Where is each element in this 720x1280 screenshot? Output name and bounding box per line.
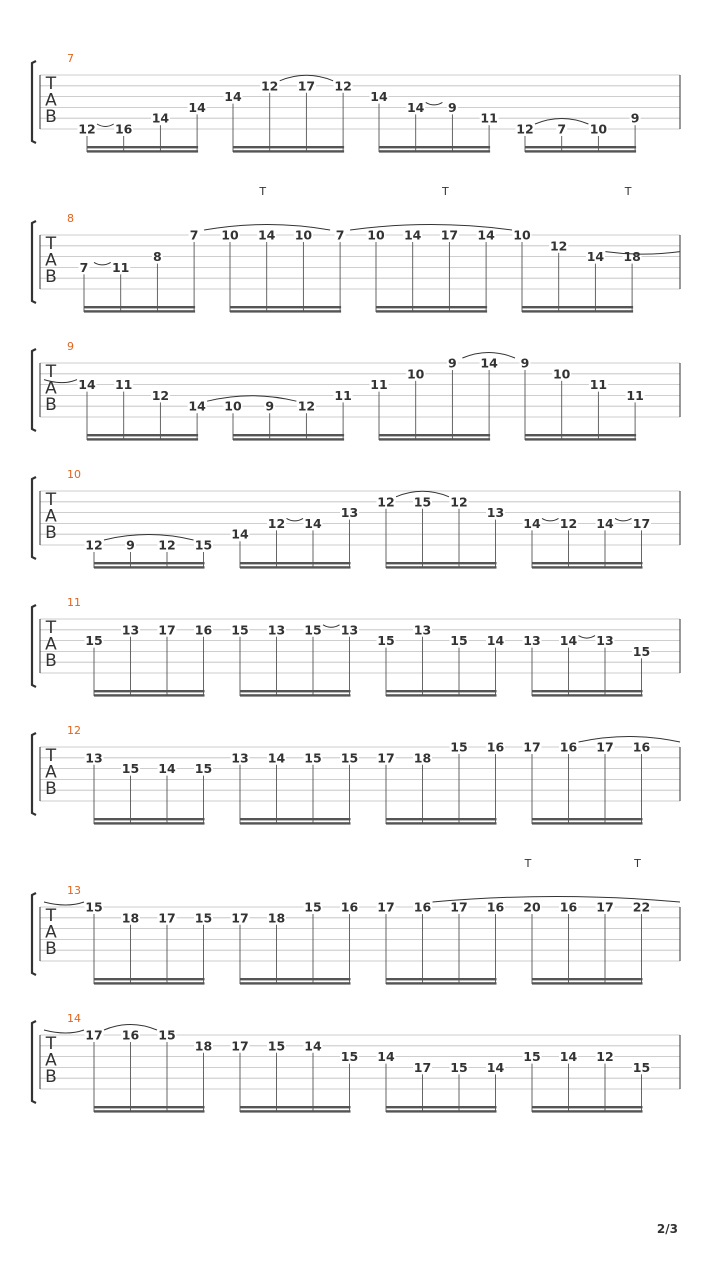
fret-number: 17: [450, 899, 468, 915]
system-bracket: [32, 61, 36, 143]
beam: [240, 978, 351, 980]
tab-clef-letter: A: [45, 762, 57, 783]
beam: [386, 694, 497, 696]
fret-number: 13: [231, 750, 249, 766]
beam: [230, 306, 341, 308]
fret-number: 12: [559, 515, 578, 531]
fret-number: 17: [377, 899, 395, 915]
fret-number: 12: [158, 537, 176, 553]
slur-arc: [579, 636, 596, 639]
fret-number: 13: [523, 633, 541, 649]
tab-clef-letter: T: [45, 234, 57, 254]
fret-number: 8: [153, 249, 162, 265]
fret-number: 15: [413, 494, 432, 510]
tab-clef-letter: T: [45, 1034, 57, 1054]
tab-clef-letter: T: [45, 362, 57, 382]
fret-number: 12: [297, 398, 316, 414]
beam: [233, 146, 344, 148]
beam: [240, 822, 351, 824]
fret-number: 17: [596, 899, 614, 915]
beam: [386, 978, 497, 980]
fret-number: 9: [448, 355, 457, 371]
beam: [230, 310, 341, 312]
fret-number: 14: [78, 377, 96, 393]
beam: [525, 150, 636, 152]
fret-number: 12: [85, 537, 103, 553]
beam: [532, 562, 643, 564]
fret-number: 11: [111, 259, 130, 275]
fret-number: 17: [377, 750, 395, 766]
fret-number: 17: [158, 910, 176, 926]
fret-number: 15: [523, 1049, 541, 1065]
beam: [240, 1110, 351, 1112]
measure-number: 9: [67, 340, 74, 353]
beam: [386, 822, 497, 824]
beam: [240, 690, 351, 692]
beam: [386, 566, 497, 568]
fret-number: 14: [370, 89, 388, 105]
fret-number: 7: [335, 227, 345, 243]
fret-number: 16: [486, 739, 505, 755]
fret-number: 15: [340, 750, 359, 766]
fret-number: 11: [370, 377, 388, 393]
tab-clef-letter: B: [45, 523, 57, 543]
fret-number: 7: [189, 227, 199, 243]
measure-number: 12: [67, 724, 81, 737]
tab-clef-letter: T: [45, 746, 57, 766]
tab-clef-letter: B: [45, 107, 57, 127]
beam: [525, 438, 636, 440]
fret-number: 13: [413, 622, 432, 638]
fret-number: 11: [589, 377, 608, 393]
tab-clef-letter: T: [45, 74, 57, 94]
fret-number: 15: [632, 1059, 651, 1075]
beam: [233, 434, 344, 436]
beam: [94, 690, 205, 692]
tab-clef-letter: A: [45, 250, 57, 271]
fret-number: 10: [367, 227, 385, 243]
slur-arc: [605, 252, 680, 255]
fret-number: 17: [523, 739, 541, 755]
tap-marker: T: [624, 185, 632, 198]
beam: [525, 434, 636, 436]
tab-clef-letter: A: [45, 506, 57, 527]
fret-number: 10: [224, 398, 242, 414]
tab-clef-letter: T: [45, 490, 57, 510]
fret-number: 17: [231, 1038, 249, 1054]
beam: [532, 1106, 643, 1108]
fret-number: 15: [632, 643, 651, 659]
beam: [532, 690, 643, 692]
slur-arc: [44, 902, 84, 905]
system-bracket: [32, 1021, 36, 1103]
fret-number: 16: [194, 622, 213, 638]
fret-number: 14: [257, 227, 276, 243]
fret-number: 17: [158, 622, 176, 638]
fret-number: 16: [114, 121, 133, 137]
tab-clef-letter: B: [45, 267, 57, 287]
fret-number: 14: [188, 99, 206, 115]
beam: [240, 694, 351, 696]
fret-number: 14: [480, 355, 498, 371]
fret-number: 16: [559, 899, 578, 915]
beam: [386, 1110, 497, 1112]
fret-number: 14: [486, 1059, 505, 1075]
fret-number: 17: [297, 78, 316, 94]
slur-arc: [323, 625, 340, 628]
fret-number: 14: [406, 99, 425, 115]
beam: [532, 978, 643, 980]
fret-number: 16: [486, 899, 505, 915]
slur-arc: [579, 737, 681, 743]
fret-number: 10: [589, 121, 608, 137]
slur-arc: [44, 1030, 84, 1033]
beam: [94, 562, 205, 564]
beam: [84, 310, 195, 312]
fret-number: 12: [450, 494, 468, 510]
fret-number: 13: [596, 633, 614, 649]
fret-number: 16: [632, 739, 651, 755]
fret-number: 18: [623, 249, 641, 265]
beam: [240, 818, 351, 820]
fret-number: 12: [549, 238, 568, 254]
beam: [386, 818, 497, 820]
fret-number: 15: [304, 899, 322, 915]
beam: [532, 818, 643, 820]
fret-number: 12: [377, 494, 395, 510]
fret-number: 15: [85, 899, 103, 915]
beam: [94, 1110, 205, 1112]
fret-number: 12: [516, 121, 534, 137]
fret-number: 11: [114, 377, 133, 393]
tab-clef-letter: A: [45, 634, 57, 655]
fret-number: 9: [630, 110, 640, 126]
beam: [94, 694, 205, 696]
beam: [94, 978, 205, 980]
system-bracket: [32, 605, 36, 687]
tab-clef-letter: T: [45, 618, 57, 638]
tab-clef-letter: B: [45, 779, 57, 799]
tab-clef-letter: B: [45, 651, 57, 671]
fret-number: 16: [413, 899, 432, 915]
fret-number: 11: [626, 387, 644, 403]
fret-number: 13: [340, 622, 359, 638]
beam: [84, 306, 195, 308]
fret-number: 12: [260, 78, 279, 94]
beam: [87, 146, 198, 148]
fret-number: 14: [224, 89, 242, 105]
fret-number: 18: [267, 910, 286, 926]
fret-number: 14: [151, 110, 170, 126]
fret-number: 13: [486, 505, 505, 521]
tab-clef-letter: B: [45, 939, 57, 959]
beam: [87, 150, 198, 152]
beam: [386, 1106, 497, 1108]
tap-marker: T: [634, 857, 641, 870]
fret-number: 16: [559, 739, 578, 755]
fret-number: 9: [265, 398, 275, 414]
fret-number: 16: [121, 1027, 140, 1043]
beam: [379, 438, 490, 440]
fret-number: 15: [450, 739, 468, 755]
fret-number: 10: [513, 227, 531, 243]
beam: [379, 434, 490, 436]
beam: [386, 562, 497, 564]
fret-number: 7: [79, 259, 89, 275]
tap-marker: T: [259, 185, 267, 198]
beam: [386, 982, 497, 984]
measure-number: 7: [67, 52, 74, 65]
fret-number: 17: [85, 1027, 103, 1043]
slur-arc: [426, 102, 443, 105]
slur-arc: [94, 262, 111, 265]
tab-clef-letter: A: [45, 922, 57, 943]
beam: [379, 146, 490, 148]
tab-clef-letter: A: [45, 378, 57, 399]
fret-number: 14: [523, 515, 541, 531]
fret-number: 18: [121, 910, 140, 926]
fret-number: 22: [632, 899, 651, 915]
fret-number: 10: [221, 227, 239, 243]
fret-number: 11: [480, 110, 498, 126]
tap-marker: T: [524, 857, 532, 870]
slur-arc: [615, 518, 632, 521]
tab-clef-letter: B: [45, 1067, 57, 1087]
fret-number: 18: [413, 750, 432, 766]
beam: [532, 1110, 643, 1112]
beam: [376, 310, 487, 312]
tab-clef-letter: A: [45, 90, 57, 111]
fret-number: 14: [403, 227, 422, 243]
tab-clef-letter: A: [45, 1050, 57, 1071]
slur-arc: [97, 124, 114, 127]
fret-number: 13: [85, 750, 103, 766]
beam: [94, 818, 205, 820]
system-bracket: [32, 221, 36, 303]
fret-number: 14: [304, 515, 322, 531]
beam: [525, 146, 636, 148]
fret-number: 13: [121, 622, 140, 638]
beam: [522, 306, 633, 308]
beam: [379, 150, 490, 152]
tab-clef-letter: T: [45, 906, 57, 926]
fret-number: 14: [158, 761, 176, 777]
fret-number: 15: [194, 910, 213, 926]
beam: [376, 306, 487, 308]
beam: [240, 562, 351, 564]
fret-number: 14: [377, 1049, 395, 1065]
tab-clef-letter: B: [45, 395, 57, 415]
fret-number: 15: [304, 622, 322, 638]
fret-number: 14: [304, 1038, 322, 1054]
fret-number: 15: [450, 1059, 468, 1075]
fret-number: 17: [413, 1059, 432, 1075]
fret-number: 15: [304, 750, 322, 766]
fret-number: 15: [158, 1027, 176, 1043]
beam: [240, 1106, 351, 1108]
fret-number: 9: [448, 99, 457, 115]
fret-number: 9: [126, 537, 135, 553]
fret-number: 17: [440, 227, 459, 243]
fret-number: 14: [267, 750, 286, 766]
measure-number: 8: [67, 212, 74, 225]
beam: [532, 566, 643, 568]
fret-number: 12: [334, 78, 352, 94]
fret-number: 18: [194, 1038, 213, 1054]
measure-number: 14: [67, 1012, 81, 1025]
beam: [94, 566, 205, 568]
fret-number: 13: [340, 505, 359, 521]
fret-number: 15: [377, 633, 395, 649]
slur-arc: [104, 535, 194, 541]
fret-number: 15: [340, 1049, 359, 1065]
page-number: 2/3: [656, 1222, 678, 1236]
beam: [532, 694, 643, 696]
beam: [87, 438, 198, 440]
fret-number: 9: [520, 355, 530, 371]
fret-number: 17: [231, 910, 249, 926]
measure-number: 13: [67, 884, 81, 897]
fret-number: 15: [267, 1038, 286, 1054]
fret-number: 14: [559, 633, 578, 649]
fret-number: 12: [267, 515, 286, 531]
fret-number: 7: [557, 121, 567, 137]
system-bracket: [32, 733, 36, 815]
fret-number: 14: [486, 633, 505, 649]
fret-number: 10: [406, 366, 425, 382]
beam: [532, 982, 643, 984]
slur-arc: [207, 396, 296, 402]
beam: [386, 690, 497, 692]
fret-number: 13: [267, 622, 286, 638]
beam: [240, 982, 351, 984]
beam: [233, 438, 344, 440]
measure-number: 11: [67, 596, 81, 609]
beam: [94, 1106, 205, 1108]
fret-number: 14: [188, 398, 206, 414]
fret-number: 10: [294, 227, 313, 243]
system-bracket: [32, 477, 36, 559]
fret-number: 12: [151, 387, 170, 403]
fret-number: 15: [194, 761, 213, 777]
fret-number: 20: [523, 899, 541, 915]
fret-number: 17: [632, 515, 651, 531]
slur-arc: [287, 518, 304, 521]
slur-arc: [542, 518, 559, 521]
beam: [522, 310, 633, 312]
beam: [87, 434, 198, 436]
fret-number: 15: [231, 622, 249, 638]
fret-number: 14: [231, 526, 249, 542]
system-bracket: [32, 893, 36, 975]
beam: [94, 822, 205, 824]
beam: [94, 982, 205, 984]
beam: [532, 822, 643, 824]
fret-number: 15: [85, 633, 103, 649]
fret-number: 10: [552, 366, 571, 382]
fret-number: 16: [340, 899, 359, 915]
measure-number: 10: [67, 468, 81, 481]
fret-number: 14: [586, 249, 605, 265]
beam: [233, 150, 344, 152]
fret-number: 12: [596, 1049, 614, 1065]
fret-number: 14: [559, 1049, 578, 1065]
fret-number: 14: [596, 515, 614, 531]
tap-marker: T: [442, 185, 449, 198]
fret-number: 15: [450, 633, 468, 649]
fret-number: 15: [194, 537, 213, 553]
fret-number: 17: [596, 739, 614, 755]
fret-number: 12: [78, 121, 96, 137]
fret-number: 14: [477, 227, 495, 243]
fret-number: 15: [121, 761, 140, 777]
system-bracket: [32, 349, 36, 431]
fret-number: 11: [334, 387, 352, 403]
beam: [240, 566, 351, 568]
